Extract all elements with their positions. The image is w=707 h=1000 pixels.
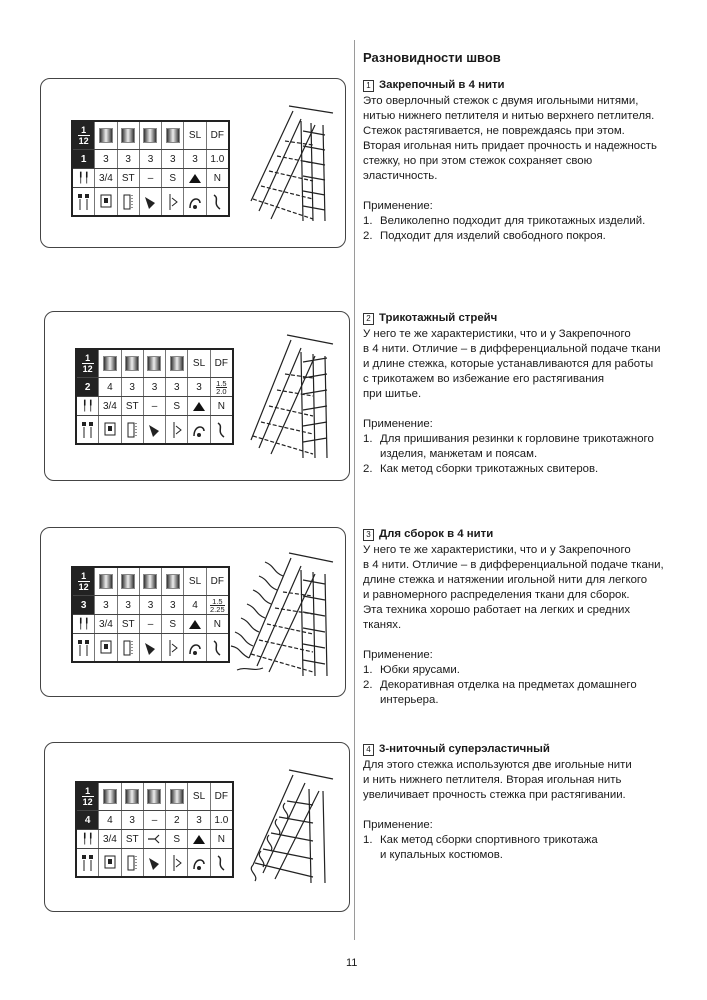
section-number: 4	[363, 744, 374, 756]
value-cell: 3	[140, 596, 162, 614]
value-cell: ST	[118, 169, 140, 187]
thread-guide-icon	[207, 634, 228, 661]
tension-indicator-icon	[118, 122, 140, 149]
value-cell: S	[162, 615, 184, 633]
needle-icon: ╿╿	[77, 830, 99, 848]
selector-icon	[99, 849, 121, 876]
section-title: 3-ниточный суперэластичный	[379, 743, 550, 755]
lever-icon	[118, 188, 140, 215]
tension-indicator-icon	[118, 568, 140, 595]
list-item-text: Великолепно подходит для трикотажных изделий.	[380, 215, 646, 227]
knife-icon	[144, 416, 166, 443]
fraction-top: 1	[81, 571, 87, 581]
page-title: Разновидности швов	[363, 50, 501, 65]
value-cell: 3/4	[99, 397, 121, 415]
needle-icon: ╿╿	[73, 615, 95, 633]
triangle-icon	[188, 397, 210, 415]
tension-indicator-icon	[99, 783, 121, 810]
stitch-panel-3	[40, 527, 346, 697]
fraction-cell	[73, 568, 95, 595]
stitch-diagram-icon	[229, 548, 339, 683]
settings-row-needles	[73, 615, 228, 634]
section-title: Трикотажный стрейч	[379, 312, 498, 324]
list-item-number: 2.	[363, 679, 373, 691]
settings-row-header	[73, 122, 228, 150]
tension-indicator-icon	[95, 568, 117, 595]
sl-label: SL	[184, 568, 206, 595]
list-item	[363, 678, 683, 708]
tension-indicator-icon	[140, 568, 162, 595]
application-list	[363, 663, 683, 708]
stitch-diagram-icon	[243, 765, 338, 895]
list-item-text: Как метод сборки трикотажных свитеров.	[380, 463, 599, 475]
df-range-cell	[207, 596, 228, 614]
value-cell: 2	[166, 811, 188, 829]
list-item-number: 1.	[363, 215, 373, 227]
tension-indicator-icon	[162, 122, 184, 149]
value-cell: ST	[118, 615, 140, 633]
cut-icon	[144, 830, 166, 848]
value-cell: N	[217, 833, 225, 845]
settings-row-icons	[77, 849, 232, 876]
list-item	[363, 432, 683, 462]
presser-foot-icon	[162, 188, 184, 215]
value-cell: 3	[122, 811, 144, 829]
stitch-panel-4	[44, 742, 350, 912]
value-cell: 4	[184, 596, 206, 614]
settings-row-values	[73, 150, 228, 169]
df-top: 1.5	[210, 598, 225, 606]
value-cell: 3	[166, 378, 188, 396]
value-cell: N	[213, 172, 221, 184]
tension-indicator-icon	[140, 122, 162, 149]
tension-indicator-icon	[166, 350, 188, 377]
presser-foot-icon	[166, 416, 188, 443]
section-title: Для сборок в 4 нити	[379, 528, 494, 540]
fraction-bottom: 12	[82, 364, 93, 374]
thread-guide-icon	[211, 849, 232, 876]
stitch-panel-2	[44, 311, 350, 481]
settings-table	[75, 781, 234, 878]
tension-indicator-icon	[144, 783, 166, 810]
list-item	[363, 462, 683, 477]
fraction-bottom: 12	[78, 582, 89, 592]
value-cell: 3	[162, 150, 184, 168]
value-cell: 4	[99, 378, 121, 396]
needle-position-icon	[73, 188, 95, 215]
application-list	[363, 214, 683, 244]
section-4	[363, 742, 683, 863]
sl-label: SL	[184, 122, 206, 149]
value-cell: 3	[95, 596, 117, 614]
tension-indicator-icon	[122, 783, 144, 810]
triangle-icon	[188, 830, 210, 848]
thread-guide-icon	[207, 188, 228, 215]
section-1	[363, 78, 683, 244]
section-title: Закрепочный в 4 нити	[379, 79, 505, 91]
settings-row-needles	[77, 830, 232, 849]
knife-icon	[144, 849, 166, 876]
section-2	[363, 311, 683, 477]
needle-icon: ╿╿	[77, 397, 99, 415]
application-label: Применение:	[363, 649, 433, 661]
list-item-text: Как метод сборки спортивного трикотажа и купальных костюмов.	[380, 834, 598, 861]
list-item-text: Для пришивания резинки к горловине трикотажного изделия, манжетам и поясам.	[380, 433, 654, 460]
value-cell: 3	[140, 150, 162, 168]
section-description: Для этого стежка используются две игольные нити и нить нижнего петлителя. Вторая игольная нить увеличивает прочность стежка при растягивании.	[363, 759, 632, 801]
value-cell: ST	[122, 830, 144, 848]
fraction-cell	[77, 783, 99, 810]
settings-row-needles	[77, 397, 232, 416]
value-cell: S	[162, 169, 184, 187]
settings-row-icons	[73, 634, 228, 661]
list-item-number: 1.	[363, 433, 373, 445]
df-range-cell	[211, 378, 232, 396]
settings-row-header	[77, 350, 232, 378]
selector-icon	[95, 634, 117, 661]
fraction-cell	[73, 122, 95, 149]
section-heading	[363, 78, 683, 93]
settings-row-values	[77, 378, 232, 397]
section-heading	[363, 311, 683, 326]
sl-label: SL	[188, 783, 210, 810]
settings-table	[75, 348, 234, 445]
fraction-cell	[77, 350, 99, 377]
list-item	[363, 229, 683, 244]
application-list	[363, 432, 683, 477]
sl-label: SL	[188, 350, 210, 377]
section-description: Это оверлочный стежок с двумя игольными нитями, нитью нижнего петлителя и нитью верхнего петлителя. Стежок растягивается, не повреждаясь при этом. Вторая игольная нить придает прочность и надежность стежку, но при этом стежок сохраняет свою эластичность.	[363, 95, 657, 182]
list-item-text: Декоративная отделка на предметах домашнего интерьера.	[380, 679, 637, 706]
section-description: У него те же характеристики, что и у Закрепочного в 4 нити. Отличие – в дифференциальной подаче ткани, длине стежка и натяжении игольной нити для легкого и равномерного распределения ткани для сборок. Эта техника хорошо работает на легких и средних тканях.	[363, 544, 664, 631]
value-cell: 3	[188, 378, 210, 396]
column-divider	[354, 40, 355, 940]
fraction-bottom: 12	[78, 136, 89, 146]
list-item-text: Подходит для изделий свободного покроя.	[380, 230, 606, 242]
application-list	[363, 833, 683, 863]
value-cell: S	[166, 397, 188, 415]
value-cell: S	[166, 830, 188, 848]
knife-icon	[140, 634, 162, 661]
presser-foot-icon	[166, 849, 188, 876]
fraction-top: 1	[85, 786, 91, 796]
triangle-icon	[184, 169, 206, 187]
needle-position-icon	[77, 416, 99, 443]
stitch-number: 4	[77, 811, 99, 829]
application-label: Применение:	[363, 200, 433, 212]
section-description: У него те же характеристики, что и у Закрепочного в 4 нити. Отличие – в дифференциальной подаче ткани и длине стежка, которые устанавливаются для работы с трикотажем во избежание его растягивания при шитье.	[363, 328, 661, 400]
value-cell: 3	[184, 150, 206, 168]
section-number: 1	[363, 80, 374, 92]
df-label: DF	[214, 791, 228, 802]
df-label: DF	[210, 576, 224, 587]
section-number: 2	[363, 313, 374, 325]
settings-row-values	[73, 596, 228, 615]
value-cell: 3/4	[95, 169, 117, 187]
value-cell: 1.0	[210, 153, 225, 165]
selector-icon	[95, 188, 117, 215]
lever-icon	[122, 849, 144, 876]
list-item-number: 2.	[363, 463, 373, 475]
needle-position-icon	[77, 849, 99, 876]
triangle-icon	[184, 615, 206, 633]
value-cell: 3/4	[99, 830, 121, 848]
df-bottom: 2.25	[210, 604, 225, 614]
settings-table	[71, 566, 230, 663]
section-3	[363, 527, 683, 708]
tension-indicator-icon	[122, 350, 144, 377]
value-cell: ST	[122, 397, 144, 415]
value-cell: 3	[118, 150, 140, 168]
value-cell: N	[213, 618, 221, 630]
knife-icon	[140, 188, 162, 215]
section-number: 3	[363, 529, 374, 541]
list-item	[363, 214, 683, 229]
value-cell: 3	[162, 596, 184, 614]
lever-icon	[122, 416, 144, 443]
settings-row-icons	[77, 416, 232, 443]
fraction-top: 1	[81, 125, 87, 135]
stitch-panel-1	[40, 78, 346, 248]
looper-icon	[184, 188, 206, 215]
value-cell: –	[140, 169, 162, 187]
list-item-number: 1.	[363, 834, 373, 846]
tension-indicator-icon	[166, 783, 188, 810]
stitch-diagram-icon	[241, 101, 336, 231]
settings-row-needles	[73, 169, 228, 188]
thread-guide-icon	[211, 416, 232, 443]
application-label: Применение:	[363, 819, 433, 831]
stitch-number: 3	[73, 596, 95, 614]
df-label: DF	[214, 358, 228, 369]
list-item	[363, 833, 683, 863]
value-cell: 3/4	[95, 615, 117, 633]
value-cell: 3	[188, 811, 210, 829]
list-item	[363, 663, 683, 678]
stitch-number: 1	[73, 150, 95, 168]
needle-position-icon	[73, 634, 95, 661]
presser-foot-icon	[162, 634, 184, 661]
looper-icon	[188, 849, 210, 876]
settings-row-header	[77, 783, 232, 811]
fraction-top: 1	[85, 353, 91, 363]
value-cell: 3	[95, 150, 117, 168]
value-cell: N	[217, 400, 225, 412]
settings-row-header	[73, 568, 228, 596]
value-cell: 3	[122, 378, 144, 396]
df-bottom: 2.0	[216, 386, 227, 396]
looper-icon	[184, 634, 206, 661]
value-cell: 4	[99, 811, 121, 829]
list-item-number: 1.	[363, 664, 373, 676]
tension-indicator-icon	[95, 122, 117, 149]
value-cell: 3	[118, 596, 140, 614]
value-cell: –	[144, 397, 166, 415]
settings-table	[71, 120, 230, 217]
stitch-diagram-icon	[243, 330, 338, 465]
stitch-number: 2	[77, 378, 99, 396]
tension-indicator-icon	[99, 350, 121, 377]
value-cell: 1.0	[214, 814, 229, 826]
lever-icon	[118, 634, 140, 661]
value-cell: –	[144, 811, 166, 829]
list-item-text: Юбки ярусами.	[380, 664, 460, 676]
section-heading	[363, 527, 683, 542]
settings-row-values	[77, 811, 232, 830]
tension-indicator-icon	[162, 568, 184, 595]
fraction-bottom: 12	[82, 797, 93, 807]
page-number: 11	[346, 957, 358, 969]
tension-indicator-icon	[144, 350, 166, 377]
df-top: 1.5	[216, 378, 227, 388]
settings-row-icons	[73, 188, 228, 215]
list-item-number: 2.	[363, 230, 373, 242]
df-label: DF	[210, 130, 224, 141]
value-cell: 3	[144, 378, 166, 396]
application-label: Применение:	[363, 418, 433, 430]
needle-icon: ╿╿	[73, 169, 95, 187]
value-cell: –	[140, 615, 162, 633]
looper-icon	[188, 416, 210, 443]
section-heading	[363, 742, 683, 757]
selector-icon	[99, 416, 121, 443]
